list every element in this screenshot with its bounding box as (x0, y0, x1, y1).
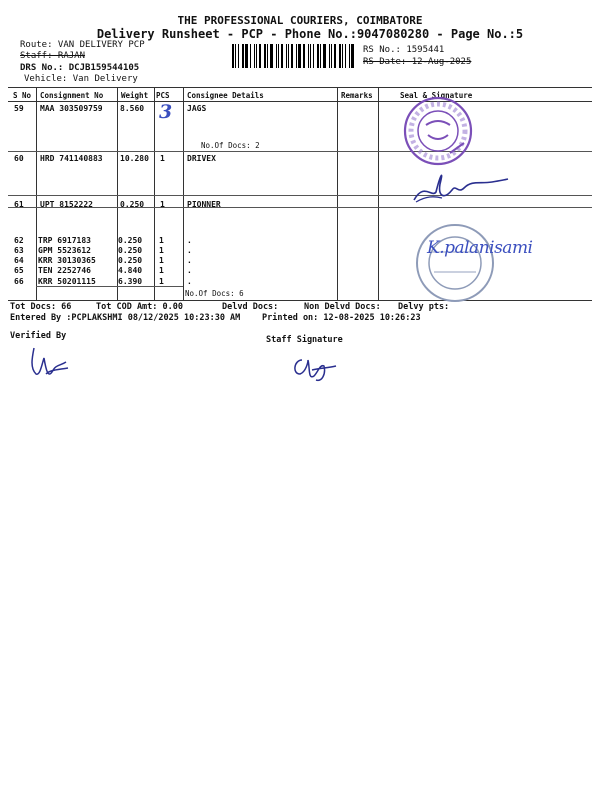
row-sno: 64 (14, 256, 24, 265)
barcode-bar (291, 44, 293, 68)
row-weight: 6.390 (118, 277, 143, 286)
barcode-bar (308, 44, 309, 68)
total-cod-amount: Tot COD Amt: 0.00 (96, 302, 183, 312)
row-consignment: TEN 2252746 (38, 266, 91, 275)
row-consignee: . (187, 266, 192, 275)
row-sno: 60 (14, 154, 24, 163)
row-consignment: UPT 8152222 (40, 200, 93, 209)
row-consignee: . (187, 277, 192, 286)
row-sno: 65 (14, 266, 24, 275)
barcode-bar (288, 44, 289, 68)
row-pcs: 1 (159, 256, 164, 265)
row-weight: 8.560 (120, 104, 145, 113)
barcode-bar (345, 44, 346, 68)
delivery-points: Delvy pts: (398, 302, 450, 312)
col-header-pcs: PCS (156, 91, 170, 100)
row-consignee: . (187, 256, 192, 265)
route-label: Route: VAN DELIVERY PCP (20, 40, 145, 50)
barcode-bar (317, 44, 319, 68)
row-sno: 66 (14, 277, 24, 286)
barcode-bar (310, 44, 311, 68)
row-consignment: KRR 30130365 (38, 256, 96, 265)
barcode-bar (313, 44, 314, 68)
barcode-bar (334, 44, 336, 68)
row-pcs: 1 (159, 246, 164, 255)
document-title: THE PROFESSIONAL COURIERS, COIMBATORE (177, 14, 423, 27)
barcode-bar (278, 44, 279, 68)
col-divider (378, 87, 379, 300)
row-weight: 0.250 (118, 236, 143, 245)
barcode-bar (254, 44, 255, 68)
row-weight: 10.280 (120, 154, 149, 163)
rs-date: RS Date: 12-Aug-2025 (363, 57, 472, 67)
staff-signature-label: Staff Signature (266, 335, 343, 345)
row-consignee: JAGS (187, 104, 207, 113)
row-weight: 0.250 (120, 200, 145, 209)
col-header-sno: S No (13, 91, 32, 100)
col-header-weight: Weight (121, 91, 149, 100)
receiver-signature (410, 162, 510, 212)
table-bottom-rule (8, 300, 592, 301)
barcode-bar (267, 44, 268, 68)
col-divider (183, 87, 184, 300)
barcode-bar (329, 44, 330, 68)
verified-by-label: Verified By (10, 331, 67, 341)
barcode-bar (339, 44, 341, 68)
row-consignee: . (187, 246, 192, 255)
barcode-bar (276, 44, 277, 68)
barcode-bar (270, 44, 273, 68)
staff-label: Staff: RAJAN (20, 51, 86, 61)
consignee-seal-stamp (412, 222, 498, 308)
barcode-bar (232, 44, 234, 68)
row-pcs: 1 (159, 266, 164, 275)
col-header-consignee: Consignee Details (187, 91, 264, 100)
barcode-bar (281, 44, 283, 68)
row-pcs: 1 (159, 277, 164, 286)
row-consignment: KRR 50201115 (38, 277, 96, 286)
col-header-consignment: Consignment No (40, 91, 104, 100)
barcode-bar (245, 44, 248, 68)
row-consignee: . (187, 236, 192, 245)
barcode-bar (320, 44, 321, 68)
barcode-bar (242, 44, 244, 68)
barcode-bar (342, 44, 343, 68)
row-pcs: 1 (159, 236, 164, 245)
col-header-remarks: Remarks (341, 91, 373, 100)
barcode-bar (298, 44, 301, 68)
row-pcs: 1 (160, 200, 165, 209)
barcode (232, 44, 358, 68)
row-sno: 61 (14, 200, 24, 209)
row-weight: 4.840 (118, 266, 143, 275)
handwritten-pcs-correction: 3 (159, 101, 173, 123)
row-sno: 59 (14, 104, 24, 113)
verifier-signature (26, 344, 76, 388)
row-consignment: MAA 303509759 (40, 104, 103, 113)
row-sno: 62 (14, 236, 24, 245)
staff-signature (288, 350, 340, 390)
row-underline (36, 286, 183, 287)
barcode-bar (250, 44, 251, 68)
barcode-bar (264, 44, 266, 68)
barcode-bar (323, 44, 326, 68)
row-consignment: HRD 741140883 (40, 154, 103, 163)
row-doc-count: No.Of Docs: 6 (185, 289, 244, 298)
row-doc-count: No.Of Docs: 2 (201, 141, 260, 150)
company-seal-stamp (398, 95, 478, 171)
row-weight: 0.250 (118, 256, 143, 265)
barcode-bar (235, 44, 236, 68)
row-consignment: GPM 5523612 (38, 246, 91, 255)
row-pcs: 1 (160, 154, 165, 163)
document-subtitle: Delivery Runsheet - PCP - Phone No.:9047080280 - Page No.:5 (96, 27, 524, 41)
rs-number: RS No.: 1595441 (363, 45, 445, 55)
row-sno: 63 (14, 246, 24, 255)
row-consignment: TRP 6917183 (38, 236, 91, 245)
table-header-rule (8, 101, 592, 102)
col-divider (337, 87, 338, 300)
printed-on: Printed on: 12-08-2025 10:26:23 (262, 313, 421, 323)
row-weight: 0.250 (118, 246, 143, 255)
entered-by: Entered By :PCPLAKSHMI 08/12/2025 10:23:30 AM (10, 313, 241, 323)
non-delivered-docs: Non Delvd Docs: (304, 302, 381, 312)
receiver-handwritten-name: K.palanisami (427, 238, 533, 258)
barcode-bar (331, 44, 332, 68)
col-divider (154, 87, 155, 300)
col-divider (36, 87, 37, 300)
barcode-bar (296, 44, 297, 68)
barcode-bar (303, 44, 305, 68)
barcode-bar (286, 44, 287, 68)
vehicle-label: Vehicle: Van Delivery (24, 74, 138, 84)
row-consignee: PIONNER (187, 200, 221, 209)
total-docs: Tot Docs: 66 (10, 302, 72, 312)
barcode-bar (351, 44, 354, 68)
barcode-bar (256, 44, 257, 68)
delivered-docs: Delvd Docs: (222, 302, 279, 312)
barcode-bar (238, 44, 239, 68)
barcode-bar (349, 44, 350, 68)
row-rule (8, 151, 592, 152)
col-header-seal-signature: Seal & Signature (400, 91, 473, 100)
barcode-bar (259, 44, 261, 68)
drs-number: DRS No.: DCJB159544105 (20, 63, 140, 73)
table-top-rule (8, 87, 592, 88)
row-consignee: DRIVEX (187, 154, 216, 163)
